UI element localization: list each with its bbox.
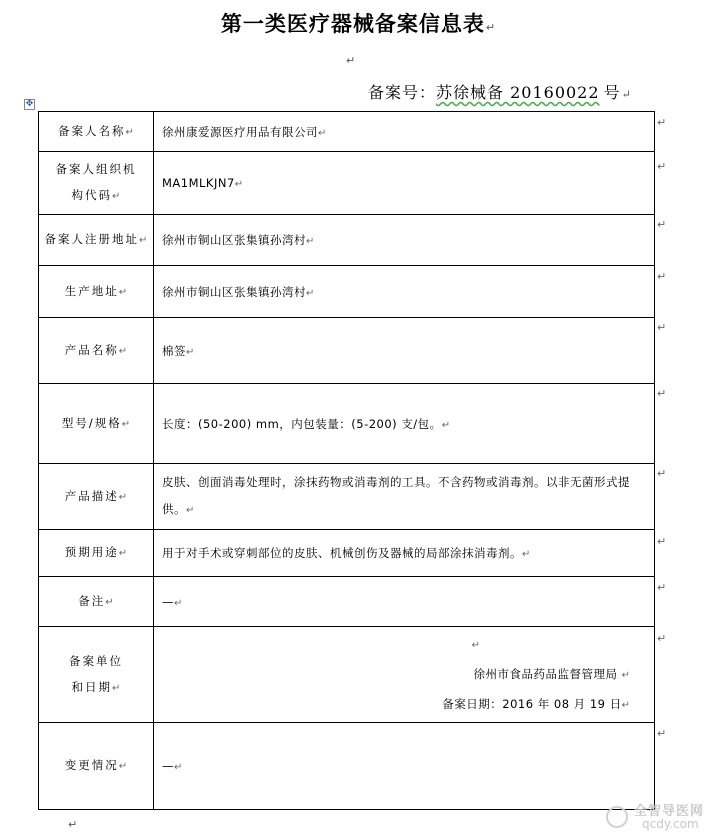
watermark-name: 全智导医网: [634, 804, 705, 819]
table-row: [39, 577, 655, 627]
label-model-spec: 型号/规格↵: [39, 384, 154, 464]
table-row: [39, 723, 655, 810]
value-org-code: MA1MLKJN7↵: [154, 152, 655, 215]
filing-number: 备案号：苏徐械备 20160022 号↵: [368, 83, 632, 102]
row-end-mark: ↵: [657, 270, 667, 283]
table-row: [39, 530, 655, 577]
filing-number-suffix: 号: [603, 83, 621, 102]
value-product-name: 棉签↵: [154, 318, 655, 384]
filing-info-table: [38, 111, 655, 810]
value-filing-unit-date: ↵ 徐州市食品药品监督管理局 ↵ 备案日期：2016 年 08 月 19 日↵: [154, 627, 655, 723]
table-row: [39, 266, 655, 318]
row-end-mark: ↵: [657, 218, 667, 231]
label-filer-name: 备案人名称↵: [39, 112, 154, 152]
label-change-status: 变更情况↵: [39, 723, 154, 810]
row-end-mark: ↵: [657, 581, 667, 594]
value-production-address: 徐州市铜山区张集镇孙湾村↵: [154, 266, 655, 318]
label-filing-unit-date: 备案单位和日期↵: [39, 627, 154, 723]
label-registered-address: 备案人注册地址↵: [39, 215, 154, 266]
label-production-address: 生产地址↵: [39, 266, 154, 318]
document-title: 第一类医疗器械备案信息表↵: [220, 12, 497, 36]
filing-number-label: 备案号：: [368, 83, 437, 102]
filing-date: 备案日期：2016 年 08 月 19 日: [442, 696, 622, 711]
row-end-mark: ↵: [657, 632, 667, 645]
value-product-description: 皮肤、创面消毒处理时，涂抹药物或消毒剂的工具。不含药物或消毒剂。以非无菌形式提供。↵: [154, 464, 655, 530]
value-registered-address: 徐州市铜山区张集镇孙湾村↵: [154, 215, 655, 266]
table-row: [39, 384, 655, 464]
table-row: [39, 215, 655, 266]
row-end-mark: ↵: [657, 387, 667, 400]
site-watermark: [606, 800, 714, 834]
table-row: [39, 627, 655, 723]
paragraph-mark: ↵: [346, 54, 356, 67]
row-end-mark: ↵: [657, 535, 667, 548]
value-change-status: —↵: [154, 723, 655, 810]
table-move-handle-icon[interactable]: ✥: [25, 99, 34, 109]
value-remarks: —↵: [154, 577, 655, 627]
table-row: [39, 112, 655, 152]
label-product-description: 产品描述↵: [39, 464, 154, 530]
value-filer-name: 徐州康爱源医疗用品有限公司↵: [154, 112, 655, 152]
label-intended-use: 预期用途↵: [39, 530, 154, 577]
value-intended-use: 用于对手术或穿刺部位的皮肤、机械创伤及器械的局部涂抹消毒剂。↵: [154, 530, 655, 577]
row-end-mark: ↵: [657, 467, 667, 480]
row-end-mark: ↵: [657, 160, 667, 173]
table-row: [39, 318, 655, 384]
watermark-logo-icon: [606, 806, 628, 828]
filing-authority: 徐州市食品药品监督管理局: [473, 666, 618, 681]
filing-number-value: 苏徐械备 20160022: [436, 83, 600, 102]
row-end-mark: ↵: [657, 116, 667, 129]
row-end-mark: ↵: [657, 727, 667, 740]
label-remarks: 备注↵: [39, 577, 154, 627]
table-row: [39, 152, 655, 215]
label-org-code: 备案人组织机构代码↵: [39, 152, 154, 215]
row-end-mark: ↵: [657, 321, 667, 334]
table-row: [39, 464, 655, 530]
paragraph-mark: ↵: [68, 818, 78, 831]
value-model-spec: 长度：(50-200) mm，内包装量：(5-200) 支/包。↵: [154, 384, 655, 464]
watermark-url: qcdy.com: [642, 817, 699, 831]
label-product-name: 产品名称↵: [39, 318, 154, 384]
